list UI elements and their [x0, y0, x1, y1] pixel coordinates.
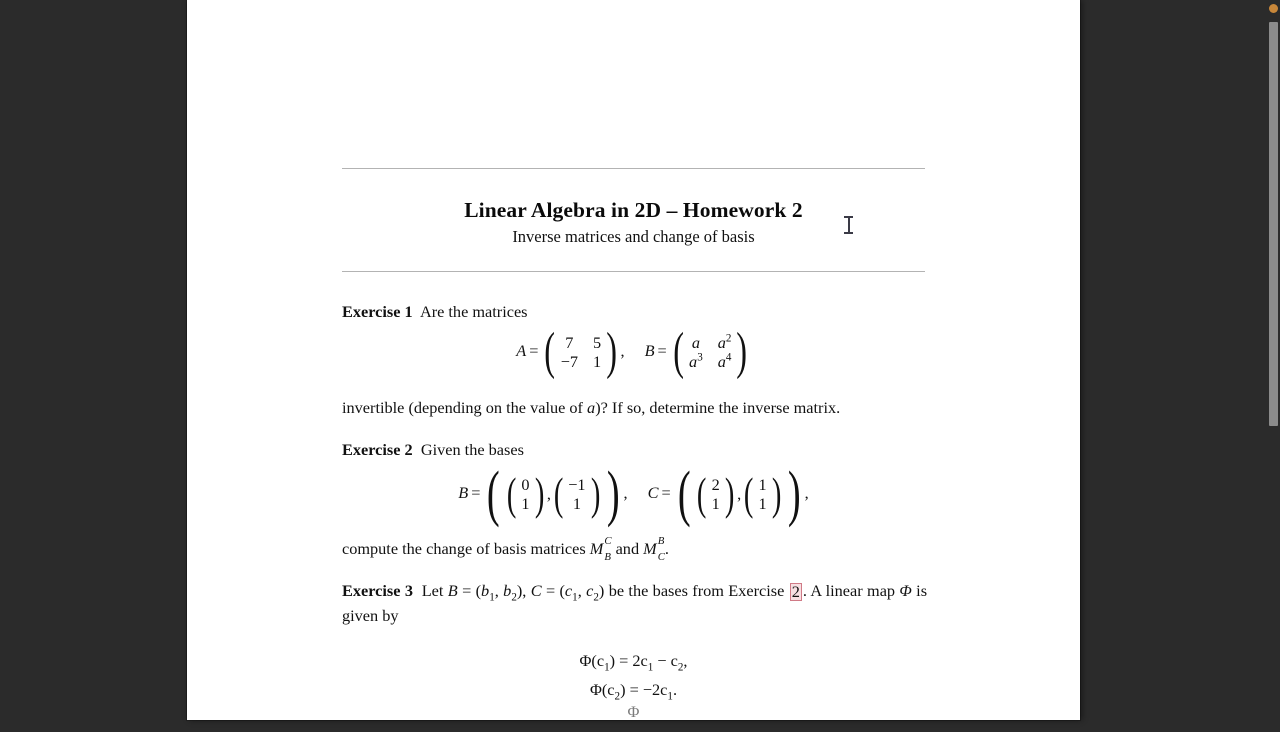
change-matrix-2-scripts [657, 535, 665, 564]
exercise-3-comma2: , [577, 581, 587, 600]
change-matrix-2-sup: B [657, 535, 665, 548]
vec-c1-grid [710, 475, 722, 513]
vec-b1-left-paren: ( [506, 468, 517, 520]
vec-c2-right-paren: ) [771, 468, 782, 520]
basis-b-trailing: , [623, 482, 628, 502]
exercise-2-space [413, 440, 421, 459]
tuple-b-left-paren: ( [487, 460, 501, 528]
exercise-1-outro-part1: invertible (depending on the value of [342, 398, 588, 417]
left-paren-a: ( [544, 323, 556, 380]
exercise-2-outro [342, 537, 927, 562]
change-matrix-1-sub: B [604, 551, 611, 564]
title-rule-bottom [342, 271, 925, 272]
basis-b-tuple [483, 460, 623, 528]
vec-c1-right-paren: ) [724, 468, 735, 520]
vec-b2-grid [566, 475, 587, 513]
exercise-3-eq1: = ( [457, 581, 482, 600]
vec-c1-e0: 2 [711, 475, 720, 495]
exercise-3-space [413, 581, 422, 600]
vec-b1-e0: 0 [521, 475, 530, 495]
basis-c-vector-2 [741, 468, 784, 520]
exercise-3-b1-sub: 1 [489, 591, 495, 604]
vec-c1-e1: 1 [711, 494, 720, 514]
change-matrix-1: M C B [589, 535, 612, 564]
exercise-3-phi: Φ [899, 581, 912, 600]
exercise-3-equations [342, 646, 925, 704]
exercise-2-outro-period: . [664, 539, 669, 558]
exercise-1-intro-body: Are the matrices [419, 302, 528, 321]
page-content-column [342, 0, 928, 721]
matrix-b-grid [687, 333, 733, 371]
exercise-1-intro [342, 300, 927, 325]
equals-sign-basis-c: = [661, 482, 671, 502]
basis-c-vector-1 [694, 468, 737, 520]
basis-c-trailing: , [804, 482, 809, 502]
matrix-b [670, 323, 751, 380]
vec-b1-e1: 1 [521, 494, 530, 514]
matrix-b-r1c0: $a^3$ [689, 351, 703, 372]
exercise-3-basis-c: C [530, 581, 542, 600]
exercise-3-close1: ), [516, 581, 531, 600]
document-subtitle: Inverse matrices and change of basis [512, 227, 755, 246]
vec-c2-left-paren: ( [744, 468, 754, 520]
exercise-3-c1-sub: 1 [572, 591, 578, 604]
basis-b-name: B [458, 482, 469, 502]
change-matrix-1-scripts [604, 535, 612, 564]
exercise-3-end: is given by [342, 581, 928, 625]
matrix-a-r0c0: 7 [565, 333, 574, 353]
change-matrix-2: M B C [643, 535, 665, 564]
left-paren-b: ( [673, 323, 684, 380]
right-paren-b: ) [736, 323, 748, 380]
matrix-a-name: A [516, 341, 527, 361]
vec-c2-e1: 1 [758, 494, 767, 514]
vec-b2-left-paren: ( [553, 468, 564, 520]
matrix-b-r0c1: $a^2$ [717, 332, 732, 353]
vec-c2-grid [757, 475, 769, 513]
vec-b2-right-paren: ) [590, 468, 600, 520]
clipped-glyph-text: Φ [627, 702, 640, 721]
exercise-1-outro-variable: a [587, 398, 596, 417]
exercise-3-b2-sub: 2 [511, 591, 517, 604]
exercise-3-intro [342, 579, 927, 628]
exercise-3-label: Exercise 3 [342, 581, 413, 600]
pdf-page [187, 0, 1080, 720]
vec-b1-grid [519, 475, 531, 513]
change-matrix-2-sub: C [657, 551, 665, 564]
exercise-3-c2-sub: 2 [593, 591, 599, 604]
matrix-a [541, 323, 620, 380]
exercise-3-basis-b: B [447, 581, 458, 600]
text-ibeam-cursor [844, 215, 853, 235]
vec-b2-e1: 1 [572, 494, 581, 514]
right-paren-a: ) [606, 323, 618, 380]
matrix-a-r0c1: 5 [593, 333, 602, 353]
matrix-a-comma: , [620, 341, 625, 361]
matrix-a-grid [559, 333, 603, 371]
tuple-c-comma: , [737, 484, 742, 504]
basis-b-vector-2 [551, 468, 603, 520]
document-title: Linear Algebra in 2D – Homework 2 [464, 198, 803, 222]
matrix-b-r1c1: $a^4$ [717, 351, 732, 372]
exercise-2-bases-display [342, 460, 925, 528]
exercise-3-c1: $c_1$ [564, 581, 578, 604]
tuple-b-comma: , [546, 484, 551, 504]
exercise-3-after-link: . A linear map [802, 581, 900, 600]
exercise-3-close2: ) be the bases from Exercise [598, 581, 789, 600]
exercise-1-outro-part2: )? If so, determine the inverse matrix. [595, 398, 841, 417]
change-matrix-1-sup: C [604, 535, 612, 548]
exercise-2-label: Exercise 2 [342, 440, 413, 459]
phi-equation-line-2: $\Phi(c_2) = -2c_1$. [589, 680, 678, 703]
vec-b1-right-paren: ) [534, 468, 544, 520]
exercise-2-outro-text: compute the change of basis matrices [342, 539, 586, 558]
matrix-b-name: B [644, 341, 655, 361]
equals-sign-a: = [529, 341, 539, 361]
exercise-3-part1: Let [421, 581, 448, 600]
vertical-scrollbar-thumb[interactable] [1269, 22, 1278, 426]
vertical-scrollbar-track[interactable] [1266, 0, 1280, 720]
exercise-2-outro-and-word: and [615, 539, 640, 558]
equals-sign-basis-b: = [471, 482, 481, 502]
basis-c-name: C [647, 482, 659, 502]
exercise-3-c2: $c_2$ [586, 581, 599, 604]
vec-c2-e0: 1 [758, 475, 767, 495]
exercise-3-comma1: , [494, 581, 504, 600]
exercise-2-intro-body: Given the bases [420, 440, 524, 459]
exercise-3-b1: $b_1$ [481, 581, 495, 604]
ibeam-stem [848, 217, 850, 233]
vec-b2-e0: −1 [568, 475, 586, 495]
exercise-3-b2: $b_2$ [503, 581, 517, 604]
basis-b-vector-1 [504, 468, 547, 520]
exercise-2-cross-reference-link[interactable]: 2 [791, 582, 800, 601]
equals-sign-b: = [657, 341, 667, 361]
exercise-1-intro-text [413, 302, 420, 321]
basis-c-tuple [674, 460, 805, 528]
tuple-c-left-paren: ( [677, 460, 691, 528]
matrix-a-r1c0: −7 [560, 352, 579, 372]
phi-equation-line-1: $\Phi(c_1) = 2c_1 - c_2$, [579, 651, 688, 674]
tuple-c-right-paren: ) [787, 460, 801, 528]
tuple-b-right-paren: ) [606, 460, 620, 528]
exercise-1-outro [342, 396, 927, 421]
scroll-position-marker-icon[interactable] [1269, 4, 1278, 13]
exercise-3-eq2: = ( [541, 581, 565, 600]
ibeam-bottom-cap [844, 232, 853, 234]
title-rule-top [342, 168, 925, 169]
exercise-1-label: Exercise 1 [342, 302, 413, 321]
matrix-a-r1c1: 1 [593, 352, 602, 372]
exercise-1-matrix-display [342, 323, 925, 380]
matrix-b-r0c0: a [691, 333, 700, 353]
exercise-2-intro [342, 438, 927, 463]
vec-c1-left-paren: ( [697, 468, 707, 520]
clipped-next-line [342, 702, 925, 721]
